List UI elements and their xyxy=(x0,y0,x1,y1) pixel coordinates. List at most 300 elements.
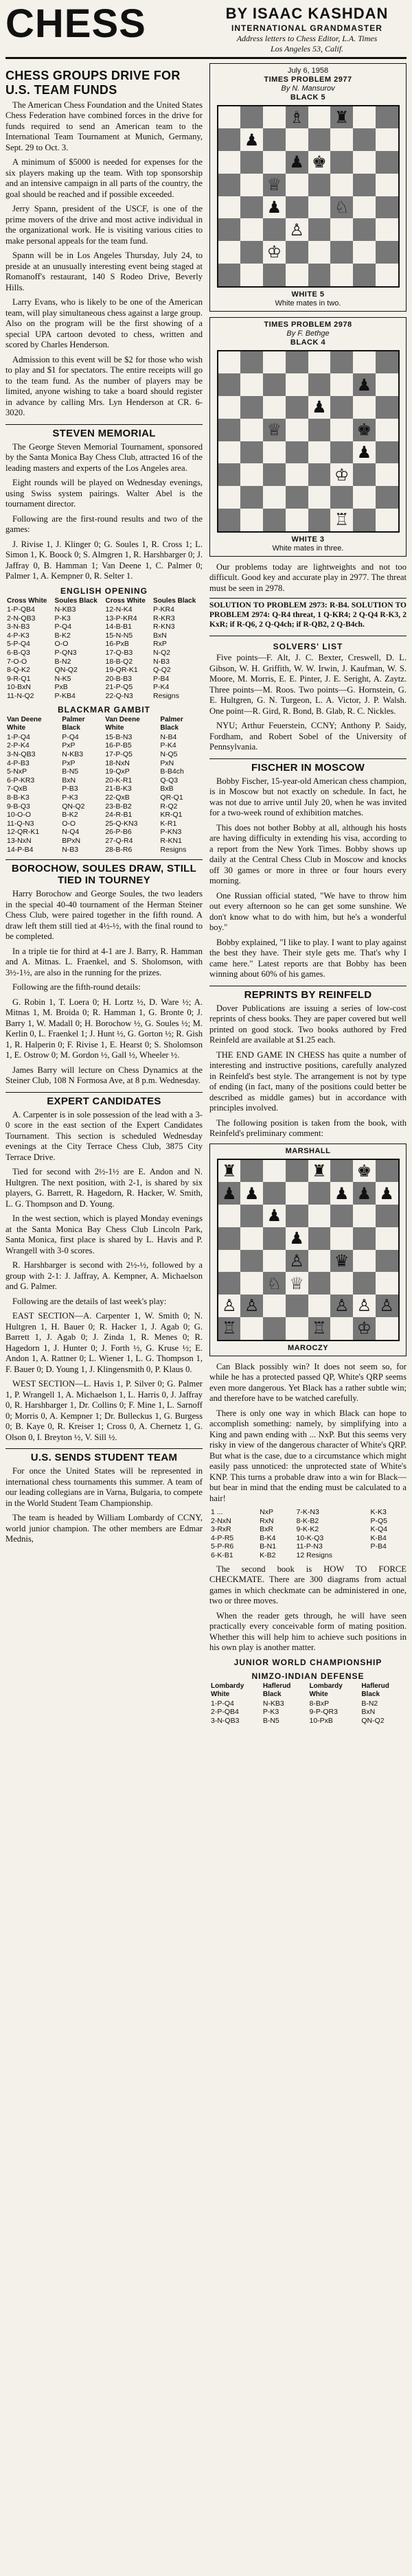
white-pawn-icon: ♙ xyxy=(289,1251,304,1270)
board-square xyxy=(330,1250,353,1273)
problem-date: July 6, 1958 xyxy=(287,66,329,75)
move-cell: P-K4 xyxy=(160,741,176,750)
paragraph: EAST SECTION—A. Carpenter 1, W. Smith 0; N. Hultgren 1, H. Bauer 0; R. Hacker 1, J. Agab 0; G. Barrett 1, J. Agab 0; J. Zinda 1, R. Menes 0; R. Hagedorn 1, J. Hunter 0; J. Forth ½, G. Kruse ½; E. Andon 1, A. Rattner 0; L. Wiener 1, L. G. Thompson 1, F. Bauer 0; D. Young 1, J. Klingensmith 0, P. Klaus 0. xyxy=(5,1311,203,1374)
move-cell: K-B2 xyxy=(260,1551,276,1559)
move-cell: N-B4 xyxy=(160,732,177,741)
board-square xyxy=(263,106,286,129)
move-cell: B-N2 xyxy=(54,657,71,666)
reader-paragraph: When the reader gets through, he will have seen practically every conceivable form of mating position. Whether this will help him to achieve such positions in his own play is another matter. xyxy=(209,1610,407,1653)
move-cell: B-K2 xyxy=(62,811,78,820)
board-square xyxy=(240,509,263,531)
column-header: Soules Black xyxy=(54,596,98,605)
paragraph: The George Steven Memorial Tournament, sponsored by the Santa Monica Bay Chess Club, attracted 16 of the leading masters and experts of the Los Angeles area. xyxy=(5,441,203,473)
board-square xyxy=(240,241,263,264)
board-square xyxy=(218,1317,241,1340)
paragraph: A minimum of $5000 is needed for expenses for the six players making up the team. With top sponsorship and an intensive campaign in all parts of the country, the goal should be reached and if possible exceeded. xyxy=(5,157,203,199)
paragraph: There is only one way in which Black can hope to accomplish something: namely, by simplifying into a King and pawn ending with ... NxP. But this seems very risky in view of the dangerous character of White's QRP. But what is the case, due to a circumstance which might easily pass unnoticed: the unprotected state of White's KNP. This turns a probable draw into a win for Black—but bear in mind that the ending must be calculated to a hair! xyxy=(209,1408,407,1503)
board-square xyxy=(308,486,331,509)
paragraph: Larry Evans, who is likely to be one of the American team, will play simultaneous chess against a large group. Also on the program will be the first showing of a special UPA cartoon devoted to chess, written and scored by Charles Henderson. xyxy=(5,297,203,349)
diagram-bottom-player: MAROCZY xyxy=(287,1343,329,1352)
black-pawn-icon: ♟ xyxy=(289,152,304,172)
move-cell: N-B3 xyxy=(62,845,79,854)
board-square xyxy=(308,1160,331,1183)
board-square xyxy=(286,218,308,241)
board-square xyxy=(240,1227,263,1250)
board-square xyxy=(263,1160,286,1183)
white-queen-icon: ♕ xyxy=(289,1273,304,1293)
paragraph: Eight rounds will be played on Wednesday evenings, using Swiss system pairings. Walter Abel is the tournament director. xyxy=(5,478,203,509)
column-header: Palmer Black xyxy=(62,715,85,732)
board-square xyxy=(240,1295,263,1317)
white-pawn-icon: ♙ xyxy=(334,1296,350,1316)
paragraph: Jerry Spann, president of the USCF, is one of the prime movers of the drive and most active individual in the organizational work. He is visiting various cities to make personal appeals for the team fund. xyxy=(5,204,203,246)
board-square xyxy=(330,1317,353,1340)
board-square xyxy=(263,1250,286,1273)
move-cell: 7-K-N3 xyxy=(296,1508,319,1516)
table-row xyxy=(5,614,203,623)
move-cell: 2-N-QB3 xyxy=(7,614,36,623)
move-cell: K-B4 xyxy=(370,1533,387,1542)
board-square xyxy=(376,509,398,531)
board-square xyxy=(240,396,263,419)
move-cell: P-Q4 xyxy=(54,623,72,631)
headline-borochow-soules: BOROCHOW, SOULES DRAW, STILL TIED IN TOURNEY xyxy=(5,859,203,886)
board-square xyxy=(330,151,353,174)
board-square xyxy=(308,128,331,151)
chess-board xyxy=(217,1159,400,1341)
board-square xyxy=(353,396,376,419)
move-cell: N-KB3 xyxy=(54,605,76,614)
move-cell: 21-B-K3 xyxy=(105,785,132,793)
board-square xyxy=(353,1205,376,1227)
move-cell: NxP xyxy=(260,1508,274,1516)
move-cell: 15-B-N3 xyxy=(105,732,133,741)
table-row xyxy=(5,692,203,701)
board-square xyxy=(286,373,308,396)
board-square xyxy=(240,1182,263,1205)
board-square xyxy=(263,351,286,374)
board-square xyxy=(308,174,331,196)
board-square xyxy=(376,1295,398,1317)
board-square xyxy=(353,1182,376,1205)
white-pawn-icon: ♙ xyxy=(356,1296,372,1316)
move-cell: 17-P-Q5 xyxy=(105,750,133,758)
moves-table-reinfeld xyxy=(209,1508,407,1560)
headline-fischer: FISCHER IN MOSCOW xyxy=(209,758,407,774)
board-square xyxy=(376,264,398,286)
board-square xyxy=(240,174,263,196)
board-square xyxy=(286,106,308,129)
move-cell: P-Q4 xyxy=(62,732,79,741)
move-cell: 16-P-B5 xyxy=(105,741,132,750)
table-row xyxy=(5,846,203,855)
board-square xyxy=(376,241,398,264)
chess-board xyxy=(217,350,400,533)
board-square xyxy=(240,351,263,374)
move-cell: 19-QR-K1 xyxy=(105,666,138,675)
address-line-1: Address letters to Chess Editor, L.A. Times xyxy=(236,33,378,43)
black-pawn-icon: ♟ xyxy=(379,1183,394,1203)
board-square xyxy=(240,441,263,464)
board-square xyxy=(353,218,376,241)
move-cell: 26-P-B6 xyxy=(105,828,132,837)
article-borochow-soules xyxy=(5,889,203,1087)
problem-stipulation: White mates in two. xyxy=(275,299,341,308)
black-king-icon: ♚ xyxy=(356,420,372,440)
column-header: Cross White xyxy=(7,596,47,605)
address-line-2: Los Angeles 53, Calif. xyxy=(270,43,344,54)
move-cell: RxP xyxy=(153,640,167,649)
board-square xyxy=(286,463,308,486)
move-cell: 19-QxP xyxy=(105,767,130,776)
table-row xyxy=(5,759,203,768)
move-cell: PxB xyxy=(54,683,68,692)
board-square xyxy=(308,1205,331,1227)
board-square xyxy=(376,1227,398,1250)
paragraph: For once the United States will be represented in international chess tournaments this summer. A team of our leading collegians are in Varna, Bulgaria, to compete in the World Student Team Championship. xyxy=(5,1466,203,1508)
column-header: Cross White xyxy=(105,596,146,605)
move-cell: P-QN3 xyxy=(54,649,77,658)
board-square xyxy=(218,174,241,196)
table-row xyxy=(5,793,203,802)
board-square xyxy=(376,351,398,374)
move-cell: B-N5 xyxy=(262,1716,279,1725)
article-student-team xyxy=(5,1466,203,1545)
white-queen-icon: ♕ xyxy=(266,420,282,440)
problem-stipulation: White mates in three. xyxy=(272,544,344,553)
board-square xyxy=(240,128,263,151)
paragraph: In the west section, which is played Monday evenings at the Santa Monica Bay Chess Club Lincoln Park, Santa Monica, first place is shared by L. Havis and P. Wrangell with 3-0 scores. xyxy=(5,1214,203,1255)
board-square xyxy=(353,486,376,509)
board-square xyxy=(218,373,241,396)
board-square xyxy=(218,1160,241,1183)
force-checkmate-paragraph: The second book is HOW TO FORCE CHECKMATE. There are 300 diagrams from actual games in which checkmate can be administered in one, two or three moves. xyxy=(209,1564,407,1606)
byline-title: INTERNATIONAL GRANDMASTER xyxy=(231,23,382,33)
board-square xyxy=(263,463,286,486)
paragraph: Bobby Fischer, 15-year-old American chess champion, is in Moscow but not exactly on schedule. In fact, he was not due to arrive until July 20, when he was invited for a two-week round of exhibition matches. xyxy=(209,776,407,817)
board-square xyxy=(218,1182,241,1205)
column-header: Lombardy White xyxy=(211,1682,244,1699)
board-square xyxy=(353,1227,376,1250)
board-square xyxy=(240,486,263,509)
problem-black-count: BLACK 5 xyxy=(290,93,326,102)
board-square xyxy=(240,1160,263,1183)
board-square xyxy=(308,1295,331,1317)
board-square xyxy=(263,174,286,196)
solutions-box xyxy=(209,598,407,636)
move-cell: 12-QR-K1 xyxy=(7,828,40,837)
solvers-heading: SOLVERS' LIST xyxy=(273,642,343,651)
move-cell: 10-BxN xyxy=(7,683,32,692)
move-cell: 8-B-K3 xyxy=(7,793,30,802)
paragraph: THE END GAME IN CHESS has quite a number of interesting and instructive positions, carefully analyzed in Reinfeld's best style. The arrangement is not by type of ending (in fact, many of the positions could better be described as middle games) but in accordance with principles involved. xyxy=(209,1049,407,1113)
board-square xyxy=(286,174,308,196)
problem-label: TIMES PROBLEM 2977 xyxy=(264,75,352,84)
black-rook-icon: ♜ xyxy=(222,1161,237,1181)
article-reprints xyxy=(209,1003,407,1139)
board-square xyxy=(308,441,331,464)
move-cell: O-O xyxy=(54,640,69,649)
paragraph: Admission to this event will be $2 for those who wish to play and $1 for spectators. The entire receipts will go to the team fund. As the number of players may be limited, anyone wishing to take a board should register in advance by calling Mrs. Lyn Henderson at CR. 6-3020. xyxy=(5,354,203,417)
move-cell: 4-P-K3 xyxy=(7,631,30,640)
white-pawn-icon: ♙ xyxy=(222,1296,237,1316)
article-expert-candidates xyxy=(5,1110,203,1443)
move-cell: R-Q2 xyxy=(160,802,178,811)
problem-2978 xyxy=(209,317,407,557)
move-cell: P-K3 xyxy=(262,1708,279,1717)
move-cell: 5-NxP xyxy=(7,767,27,776)
board-square xyxy=(376,486,398,509)
move-cell: BPxN xyxy=(62,836,81,845)
board-square xyxy=(330,396,353,419)
white-king-icon: ♔ xyxy=(356,1319,372,1338)
move-cell: 1-P-Q4 xyxy=(7,732,30,741)
black-pawn-icon: ♟ xyxy=(244,1183,260,1203)
paragraph: The American Chess Foundation and the United States Chess Federation have combined forces in the drive for funds required to send an American team to the International Team Tournament at Munich, Germany, Sept. 29 to Oct. 3. xyxy=(5,100,203,152)
move-cell: N-KB3 xyxy=(262,1699,284,1708)
board-square xyxy=(330,373,353,396)
move-cell: 17-Q-B3 xyxy=(105,649,133,658)
move-cell: 24-R-B1 xyxy=(105,811,133,820)
board-square xyxy=(240,264,263,286)
move-cell: 10-O-O xyxy=(7,811,32,820)
move-cell: P-B4 xyxy=(153,674,170,683)
board-square xyxy=(240,196,263,219)
black-pawn-icon: ♟ xyxy=(244,130,260,150)
board-square xyxy=(376,373,398,396)
board-square xyxy=(218,1205,241,1227)
column-header: Van Deene White xyxy=(105,715,140,732)
black-king-icon: ♚ xyxy=(312,152,327,172)
board-square xyxy=(308,509,331,531)
board-square xyxy=(286,1317,308,1340)
move-cell: 11-Q-N3 xyxy=(7,819,34,828)
board-square xyxy=(286,264,308,286)
board-square xyxy=(330,1182,353,1205)
move-cell: 2-P-K4 xyxy=(7,741,30,750)
black-pawn-icon: ♟ xyxy=(356,1183,372,1203)
board-square xyxy=(263,218,286,241)
headline-expert-candidates: EXPERT CANDIDATES xyxy=(5,1092,203,1107)
board-square xyxy=(353,1295,376,1317)
board-square xyxy=(376,419,398,441)
problem-composer: By F. Bethge xyxy=(286,329,330,338)
white-bishop-icon: ♗ xyxy=(289,107,304,127)
move-cell: 27-Q-R4 xyxy=(105,836,133,845)
move-cell: R-KN1 xyxy=(160,836,182,845)
move-cell: P-Q5 xyxy=(370,1516,388,1525)
board-square xyxy=(353,419,376,441)
board-square xyxy=(330,1227,353,1250)
board-square xyxy=(376,1250,398,1273)
board-square xyxy=(240,1250,263,1273)
move-cell: 18-NxN xyxy=(105,758,130,767)
move-cell: QN-Q2 xyxy=(62,802,85,811)
board-square xyxy=(308,1227,331,1250)
newspaper-page xyxy=(5,0,407,2576)
move-cell: P-K3 xyxy=(54,614,71,623)
move-cell: PxN xyxy=(160,758,174,767)
board-square xyxy=(308,1182,331,1205)
move-cell: 23-B-B2 xyxy=(105,802,132,811)
table-row xyxy=(209,1542,407,1551)
move-cell: N-Q5 xyxy=(160,750,178,758)
board-square xyxy=(240,463,263,486)
paragraph: Spann will be in Los Angeles Thursday, July 24, to preside at an unusually interesting event being staged at Romanoff's restaurant, 140 S Rodeo Drive, Beverly Hills. xyxy=(5,251,203,292)
marshall-maroczy-diagram xyxy=(209,1144,407,1356)
move-cell: RxN xyxy=(260,1516,274,1525)
board-square xyxy=(286,1182,308,1205)
board-square xyxy=(286,486,308,509)
game-title-blackmar: BLACKMAR GAMBIT xyxy=(58,704,150,715)
headline-reprints: REPRINTS BY REINFELD xyxy=(209,986,407,1001)
board-square xyxy=(263,1227,286,1250)
table-row xyxy=(5,658,203,666)
board-square xyxy=(218,463,241,486)
white-rook-icon: ♖ xyxy=(334,510,350,530)
board-square xyxy=(376,151,398,174)
table-row xyxy=(5,767,203,776)
move-cell: 16-PxB xyxy=(105,640,129,649)
black-king-icon: ♚ xyxy=(356,1161,372,1181)
move-cell: 13-NxN xyxy=(7,836,32,845)
move-cell: B-K2 xyxy=(54,631,71,640)
board-square xyxy=(218,151,241,174)
board-square xyxy=(240,1272,263,1295)
paragraph: R. Harshbarger is second with 2½-½, followed by a group with 2-1: J. Jaffray, A. Kempner, A. Michaelson and G. Palmer. xyxy=(5,1260,203,1292)
problem-black-count: BLACK 4 xyxy=(290,338,326,347)
table-row xyxy=(5,675,203,684)
board-square xyxy=(353,509,376,531)
black-pawn-icon: ♟ xyxy=(266,197,282,217)
move-cell: P-B3 xyxy=(62,785,78,793)
columns xyxy=(5,63,407,1730)
board-square xyxy=(308,218,331,241)
board-square xyxy=(353,174,376,196)
board-square xyxy=(286,1227,308,1250)
board-square xyxy=(376,463,398,486)
problem-composer: By N. Mansurov xyxy=(281,84,335,93)
board-square xyxy=(376,396,398,419)
paragraph: WEST SECTION—L. Havis 1, P. Silver 0; G. Palmer 1, P. Wrangell 1, A. Michaelson 1, L. Harris 0, J. Jaffray 0, R. Harshbarger 1, Dr. Collins 0; F. Mine 1, L. Sarnoff 0; Morris 0, A. Kempner 1; Dr. Bulleckus 1, G. Burgess 0; B. Kaye 0, R. Kreiser 1; Cross 0, A. Chernetz 1, G. Olson 0, I. Breyton ½, V. Sill ½. xyxy=(5,1379,203,1442)
white-knight-icon: ♘ xyxy=(334,197,350,217)
move-cell: 9-R-Q1 xyxy=(7,674,31,683)
board-square xyxy=(376,174,398,196)
column-header: Lombardy White xyxy=(309,1682,343,1699)
article-fischer xyxy=(209,776,407,980)
white-pawn-icon: ♙ xyxy=(244,1296,260,1316)
board-square xyxy=(308,241,331,264)
board-square xyxy=(308,151,331,174)
board-square xyxy=(286,1205,308,1227)
board-square xyxy=(353,1250,376,1273)
board-square xyxy=(263,1182,286,1205)
move-cell: 22-QxB xyxy=(105,793,130,802)
black-pawn-icon: ♟ xyxy=(334,1183,350,1203)
move-cell: N-K5 xyxy=(54,674,71,683)
black-pawn-icon: ♟ xyxy=(356,375,372,395)
table-row xyxy=(209,1517,407,1526)
black-rook-icon: ♜ xyxy=(334,107,350,127)
board-square xyxy=(330,1160,353,1183)
move-cell: O-O xyxy=(62,819,76,828)
board-square xyxy=(308,196,331,219)
move-cell: 12 Resigns xyxy=(296,1551,333,1559)
board-square xyxy=(353,128,376,151)
board-square xyxy=(263,196,286,219)
board-square xyxy=(376,128,398,151)
move-cell: 3-N-QB3 xyxy=(211,1716,240,1725)
board-square xyxy=(330,1272,353,1295)
table-row xyxy=(209,1508,407,1517)
board-square xyxy=(218,1272,241,1295)
board-square xyxy=(308,351,331,374)
chess-board xyxy=(217,105,400,288)
left-column xyxy=(5,63,203,1730)
board-square xyxy=(240,1317,263,1340)
board-square xyxy=(286,1272,308,1295)
board-square xyxy=(286,241,308,264)
board-square xyxy=(240,419,263,441)
move-cell: 10-K-Q3 xyxy=(296,1533,324,1542)
board-square xyxy=(218,1227,241,1250)
table-row xyxy=(5,623,203,631)
headline-steven-memorial: STEVEN MEMORIAL xyxy=(5,424,203,439)
table-row xyxy=(209,1525,407,1534)
board-square xyxy=(353,196,376,219)
board-square xyxy=(286,151,308,174)
move-cell: N-Q4 xyxy=(62,828,80,837)
move-cell: Resigns xyxy=(160,845,187,854)
board-square xyxy=(330,1205,353,1227)
move-cell: BxB xyxy=(160,785,174,793)
board-square xyxy=(330,264,353,286)
board-square xyxy=(218,1250,241,1273)
move-cell: 4-P-R5 xyxy=(211,1533,234,1542)
move-cell: N-B3 xyxy=(153,657,170,666)
board-square xyxy=(353,1160,376,1183)
board-square xyxy=(330,196,353,219)
table-row xyxy=(5,802,203,811)
move-cell: P-KN3 xyxy=(160,828,182,837)
move-cell xyxy=(369,1551,407,1560)
paragraph: Following are the fifth-round details: xyxy=(12,982,141,993)
board-square xyxy=(330,174,353,196)
board-square xyxy=(218,218,241,241)
moves-table-blackmar xyxy=(5,716,203,855)
board-square xyxy=(263,396,286,419)
move-cell: R-KN3 xyxy=(153,623,175,631)
move-cell: 7-O-O xyxy=(7,657,27,666)
board-square xyxy=(286,509,308,531)
move-cell: B-N1 xyxy=(260,1542,277,1551)
white-queen-icon: ♕ xyxy=(266,175,282,195)
board-square xyxy=(218,351,241,374)
board-square xyxy=(353,1317,376,1340)
board-square xyxy=(218,441,241,464)
table-row xyxy=(209,1699,407,1708)
board-square xyxy=(218,196,241,219)
black-rook-icon: ♜ xyxy=(312,1161,327,1181)
move-cell: B-B4ch xyxy=(160,767,184,776)
column-header: Haflerud Black xyxy=(262,1682,291,1699)
board-square xyxy=(330,106,353,129)
move-cell: 9-B-Q3 xyxy=(7,802,30,811)
column-header: Haflerud Black xyxy=(361,1682,389,1699)
board-square xyxy=(286,1250,308,1273)
board-square xyxy=(376,1317,398,1340)
move-cell: N-KB3 xyxy=(62,750,84,758)
